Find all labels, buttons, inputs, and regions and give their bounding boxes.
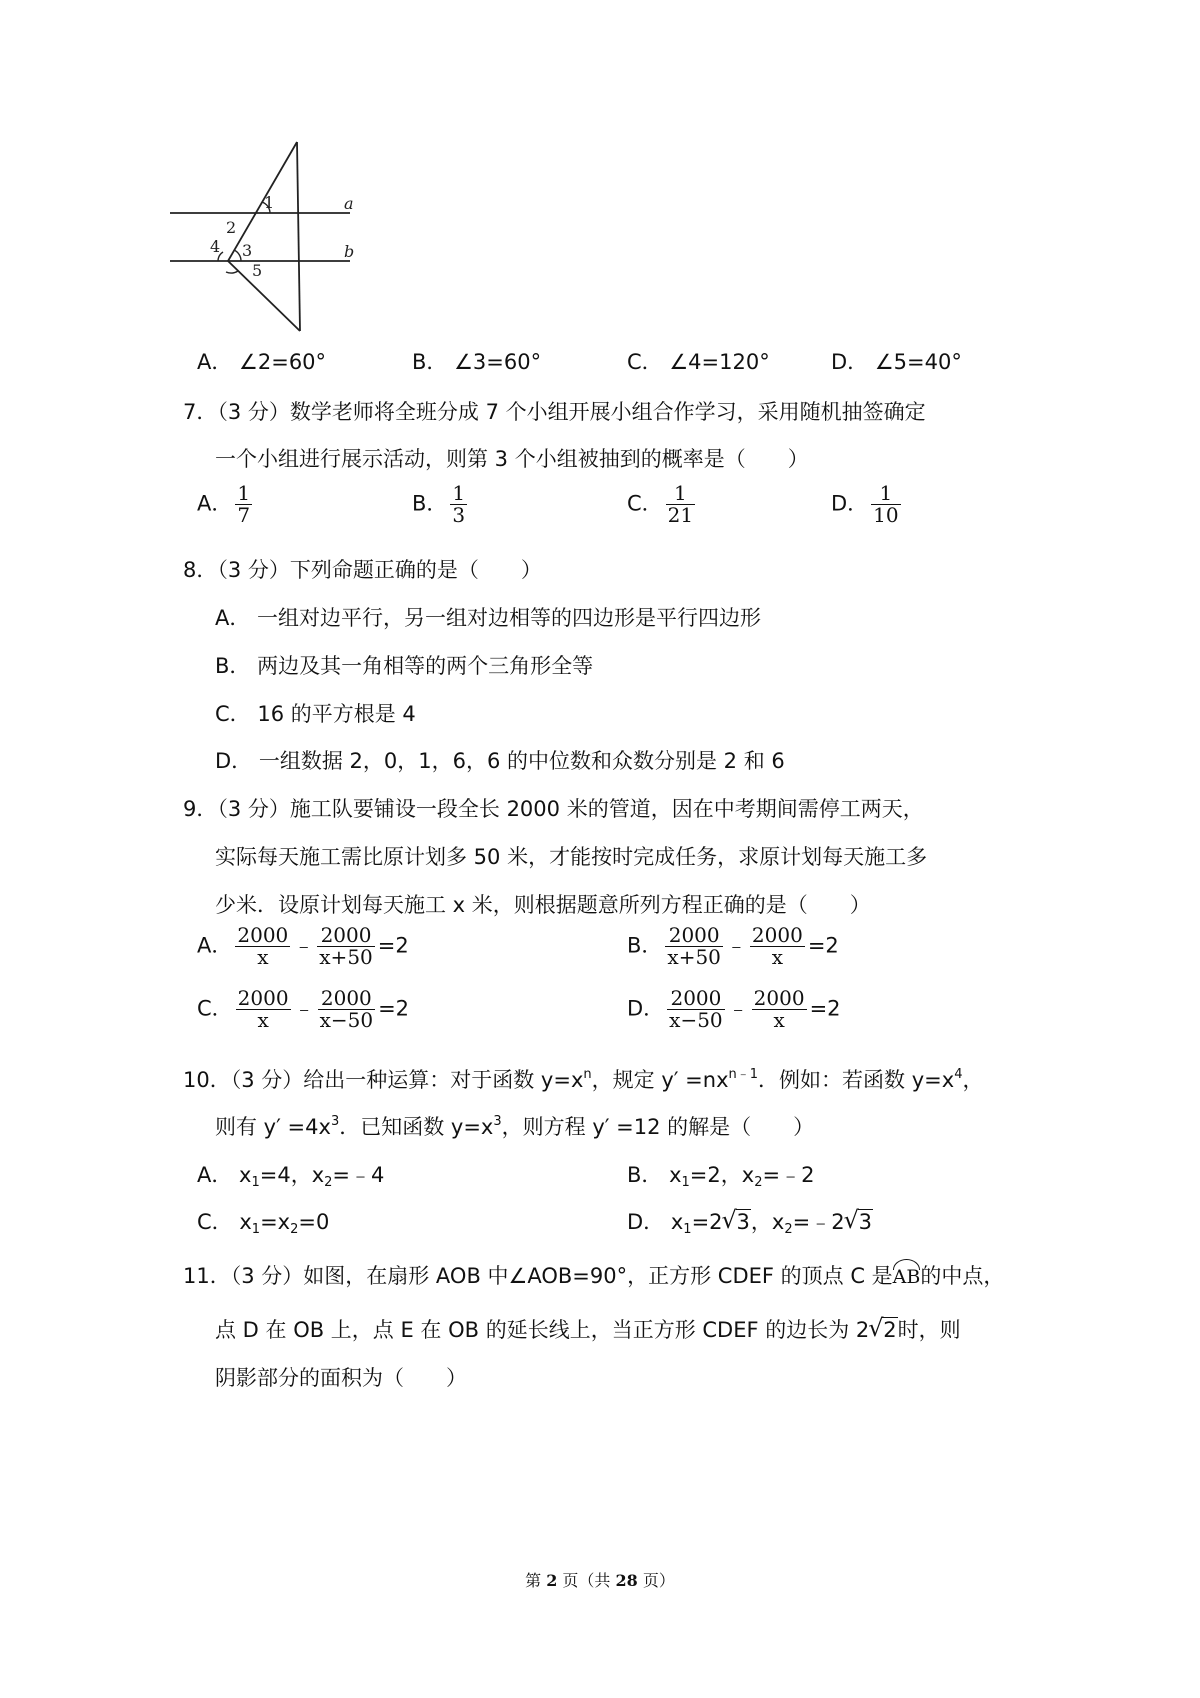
minus-sign: ﹣ — [293, 933, 315, 958]
denominator: x−50 — [319, 1008, 374, 1032]
denominator: 7 — [237, 503, 251, 527]
numerator: 2000 — [753, 986, 805, 1010]
subscript: 2 — [784, 1222, 793, 1237]
label-2: 2 — [226, 218, 237, 237]
denominator: 10 — [873, 503, 899, 527]
label-5: 5 — [252, 261, 263, 280]
numerator: 1 — [452, 481, 466, 505]
text: A． x — [197, 1163, 252, 1187]
subscript: 1 — [251, 1222, 261, 1237]
text: D． x — [627, 1210, 684, 1234]
label-1: 1 — [264, 193, 275, 212]
numerator: 2000 — [318, 988, 376, 1010]
text: =2，x — [689, 1163, 755, 1187]
q7-option-c — [627, 483, 698, 526]
q11-stem-line-3: 阴影部分的面积为（ ） — [215, 1366, 467, 1390]
q7-stem-line-2: 一个小组进行展示活动，则第 3 个小组被抽到的概率是（ ） — [215, 447, 809, 471]
q6-option-a: A． ∠2=60° — [197, 350, 327, 374]
q11-stem-line-1 — [183, 1260, 1004, 1290]
q10-stem-line-1 — [183, 1063, 983, 1094]
q9-stem-line-3: 少米．设原计划每天施工 x 米，则根据题意所列方程正确的是（ ） — [215, 893, 871, 917]
text: ，规定 y′ =nx — [591, 1068, 729, 1092]
text: 的中点， — [920, 1264, 1005, 1288]
parallel-lines-figure — [170, 140, 390, 340]
equation-rhs: =2 — [809, 996, 841, 1021]
superscript: n﹣1 — [728, 1067, 759, 1082]
q8-stem: 8．（3 分）下列命题正确的是（ ） — [183, 558, 542, 582]
radicand: 3 — [858, 1210, 872, 1234]
q9-option-c — [197, 988, 409, 1031]
denominator: x — [773, 1008, 785, 1032]
minus-sign: ﹣ — [727, 996, 749, 1021]
numerator: 2000 — [237, 923, 289, 947]
q10-option-a — [197, 1159, 384, 1190]
q6-option-d: D． ∠5=40° — [831, 350, 962, 374]
option-label: D． — [831, 491, 869, 516]
current-page: 2 — [546, 1571, 558, 1590]
text: 10．（3 分）给出一种运算：对于函数 y=x — [183, 1068, 584, 1092]
minus-sign: ﹣ — [293, 996, 315, 1021]
subscript: 1 — [683, 1222, 692, 1237]
q9-option-d — [627, 988, 841, 1031]
denominator: x — [257, 1008, 269, 1032]
numerator: 2000 — [751, 923, 803, 947]
subscript: 2 — [754, 1175, 763, 1190]
superscript: n — [583, 1067, 592, 1082]
denominator: x — [771, 945, 784, 969]
text: ，x — [750, 1210, 785, 1234]
text: 时，则 — [897, 1318, 961, 1342]
subscript: 1 — [251, 1175, 260, 1190]
footer-text: 页（共 — [557, 1571, 616, 1590]
triangle-side-lower — [228, 261, 300, 331]
text: =x — [260, 1210, 291, 1234]
angle-3-arc — [234, 250, 241, 261]
q8-option-c: C． 16 的平方根是 4 — [215, 702, 416, 726]
numerator: 2000 — [665, 925, 723, 947]
q7-stem-line-1: 7．（3 分）数学老师将全班分成 7 个小组开展小组合作学习，采用随机抽签确定 — [183, 400, 926, 424]
superscript: 4 — [954, 1067, 963, 1082]
text: =﹣4 — [332, 1163, 385, 1187]
text: 11．（3 分）如图，在扇形 AOB 中∠AOB=90°，正方形 CDEF 的顶点 C 是 — [183, 1264, 893, 1288]
option-label: B． — [627, 933, 663, 958]
text: =﹣2 — [792, 1210, 845, 1234]
option-label: A． — [197, 933, 233, 958]
equation-rhs: =2 — [807, 933, 839, 958]
label-4: 4 — [210, 237, 221, 256]
denominator: x — [257, 945, 269, 969]
denominator: x+50 — [667, 945, 721, 969]
numerator: 2000 — [237, 986, 289, 1010]
square-root — [870, 1318, 897, 1342]
q9-option-b — [627, 925, 839, 968]
numerator: 2000 — [667, 988, 725, 1010]
radicand: 3 — [736, 1210, 750, 1234]
option-label: A． — [197, 491, 233, 516]
q9-option-a — [197, 925, 409, 968]
subscript: 1 — [681, 1175, 690, 1190]
text: ，则方程 y′ =12 的解是（ ） — [501, 1115, 815, 1139]
denominator: 3 — [452, 503, 466, 527]
numerator: 1 — [871, 483, 900, 505]
denominator: 21 — [667, 503, 694, 527]
angle-5-arc — [226, 271, 238, 273]
q10-option-d — [627, 1206, 873, 1237]
equation-rhs: =2 — [378, 996, 410, 1021]
q8-option-a: A． 一组对边平行，另一组对边相等的四边形是平行四边形 — [215, 606, 762, 630]
q9-stem-line-2: 实际每天施工需比原计划多 50 米，才能按时完成任务，求原计划每天施工多 — [215, 845, 928, 869]
option-label: B． — [412, 491, 448, 516]
q10-option-b — [627, 1159, 814, 1190]
minus-sign: ﹣ — [725, 933, 747, 958]
label-3: 3 — [242, 241, 253, 260]
text: B． x — [627, 1163, 682, 1187]
q10-stem-line-2 — [215, 1111, 814, 1141]
denominator: x−50 — [669, 1008, 723, 1032]
q9-stem-line-1: 9．（3 分）施工队要铺设一段全长 2000 米的管道，因在中考期间需停工两天， — [183, 797, 924, 821]
q6-option-b: B． ∠3=60° — [412, 350, 542, 374]
total-pages: 28 — [615, 1571, 638, 1590]
superscript: 3 — [330, 1114, 340, 1129]
arc-ab: AB — [892, 1266, 921, 1288]
denominator: x+50 — [319, 945, 373, 969]
text: C． x — [197, 1210, 252, 1234]
q7-option-a — [197, 483, 255, 526]
square-root — [724, 1210, 751, 1234]
footer-text: 第 — [525, 1571, 547, 1590]
q8-option-b: B． 两边及其一角相等的两个三角形全等 — [215, 654, 594, 678]
numerator: 1 — [666, 483, 695, 505]
q6-option-c: C． ∠4=120° — [627, 350, 770, 374]
text: 则有 y′ =4x — [215, 1115, 331, 1139]
q8-option-d: D． 一组数据 2，0，1，6，6 的中位数和众数分别是 2 和 6 — [215, 749, 785, 773]
page-footer — [0, 1568, 1200, 1591]
radicand: 2 — [883, 1318, 897, 1342]
option-label: C． — [627, 491, 663, 516]
text: =﹣2 — [762, 1163, 815, 1187]
q11-stem-line-2 — [215, 1314, 961, 1344]
text: =4，x — [259, 1163, 325, 1187]
equation-rhs: =2 — [377, 933, 409, 958]
q10-option-c — [197, 1206, 329, 1237]
superscript: 3 — [493, 1114, 502, 1129]
numerator: 1 — [237, 481, 251, 505]
label-a: a — [344, 194, 354, 213]
triangle-side-vertical — [297, 142, 300, 331]
text: =2 — [691, 1210, 723, 1234]
text: ．例如：若函数 y=x — [758, 1068, 955, 1092]
subscript: 2 — [290, 1222, 299, 1237]
numerator: 2000 — [317, 925, 375, 947]
square-root — [846, 1210, 873, 1234]
subscript: 2 — [324, 1175, 333, 1190]
option-label: C． — [197, 996, 233, 1021]
q7-option-b — [412, 483, 470, 526]
text: ．已知函数 y=x — [339, 1115, 494, 1139]
text: 点 D 在 OB 上，点 E 在 OB 的延长线上，当正方形 CDEF 的边长为 2 — [215, 1318, 870, 1342]
q7-option-d — [831, 483, 904, 526]
option-label: D． — [627, 996, 665, 1021]
label-b: b — [344, 242, 355, 261]
footer-text: 页） — [637, 1571, 675, 1590]
text: =0 — [298, 1210, 330, 1234]
text: ， — [962, 1068, 984, 1092]
